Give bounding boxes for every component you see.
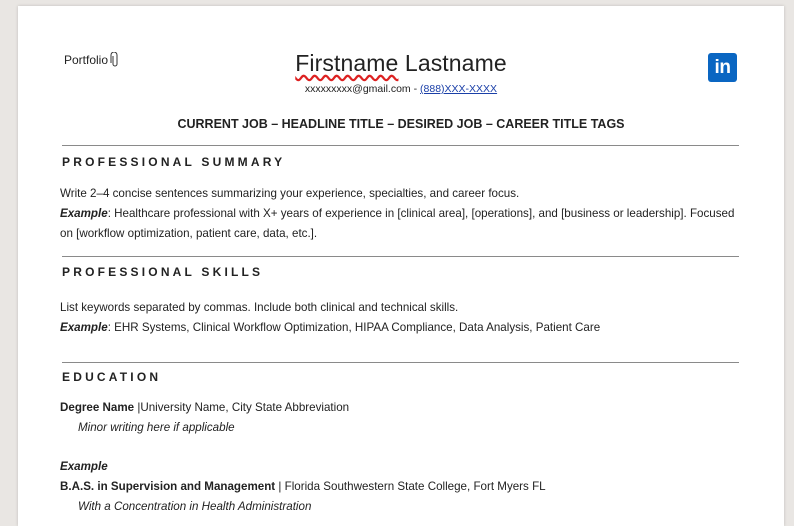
- linkedin-icon[interactable]: [708, 53, 737, 82]
- portfolio-label: Portfolio: [64, 53, 109, 67]
- degree-school: |University Name, City State Abbreviation: [134, 401, 350, 414]
- skills-heading: PROFESSIONAL SKILLS: [62, 265, 264, 279]
- degree-name: Degree Name: [60, 401, 135, 414]
- phone[interactable]: (888)XXX-XXXX: [420, 83, 498, 95]
- example-label: Example: [60, 321, 108, 334]
- example-degree-line: [60, 477, 740, 497]
- summary-line: Write 2–4 concise sentences summarizing your experience, specialties, and career focus.: [60, 187, 520, 200]
- example-label: Example: [60, 207, 108, 220]
- education-heading: EDUCATION: [62, 370, 162, 384]
- skills-line: List keywords separated by commas. Include both clinical and technical skills.: [60, 301, 459, 314]
- example-school: | Florida Southwestern State College, Fort Myers FL: [275, 480, 546, 493]
- skills-body: [60, 298, 740, 338]
- summary-heading: PROFESSIONAL SUMMARY: [62, 155, 286, 169]
- example-text: : Healthcare professional with X+ years of experience in [clinical area], [operations], and [business or leadership]. Focused on [workflow optimization, patient care, data, etc.].: [60, 207, 735, 240]
- email[interactable]: xxxxxxxxx@gmail.com: [304, 83, 411, 95]
- skills-example: [60, 318, 740, 338]
- divider: [62, 362, 739, 363]
- degree-line: [60, 398, 740, 418]
- summary-body: [60, 184, 740, 244]
- example-text: : EHR Systems, Clinical Workflow Optimization, HIPAA Compliance, Data Analysis, Patient Care: [107, 321, 601, 334]
- divider: [62, 145, 739, 146]
- resume-page: [18, 6, 784, 526]
- divider: [62, 256, 739, 257]
- example-degree: B.A.S. in Supervision and Management: [60, 480, 276, 493]
- first-name: Firstname: [295, 50, 399, 76]
- example-minor: With a Concentration in Health Administration: [78, 500, 312, 513]
- education-body: [60, 398, 740, 438]
- last-name: Lastname: [404, 50, 507, 76]
- summary-example: [60, 204, 740, 244]
- minor-line: Minor writing here if applicable: [78, 421, 235, 434]
- contact-separator: -: [410, 83, 421, 95]
- headline-title: CURRENT JOB – HEADLINE TITLE – DESIRED JOB – CAREER TITLE TAGS: [177, 117, 625, 131]
- candidate-name: [18, 50, 784, 77]
- example-heading: Example: [60, 460, 108, 473]
- contact-line: [18, 83, 784, 95]
- linkedin-text: in: [714, 56, 731, 78]
- education-example: [60, 457, 740, 517]
